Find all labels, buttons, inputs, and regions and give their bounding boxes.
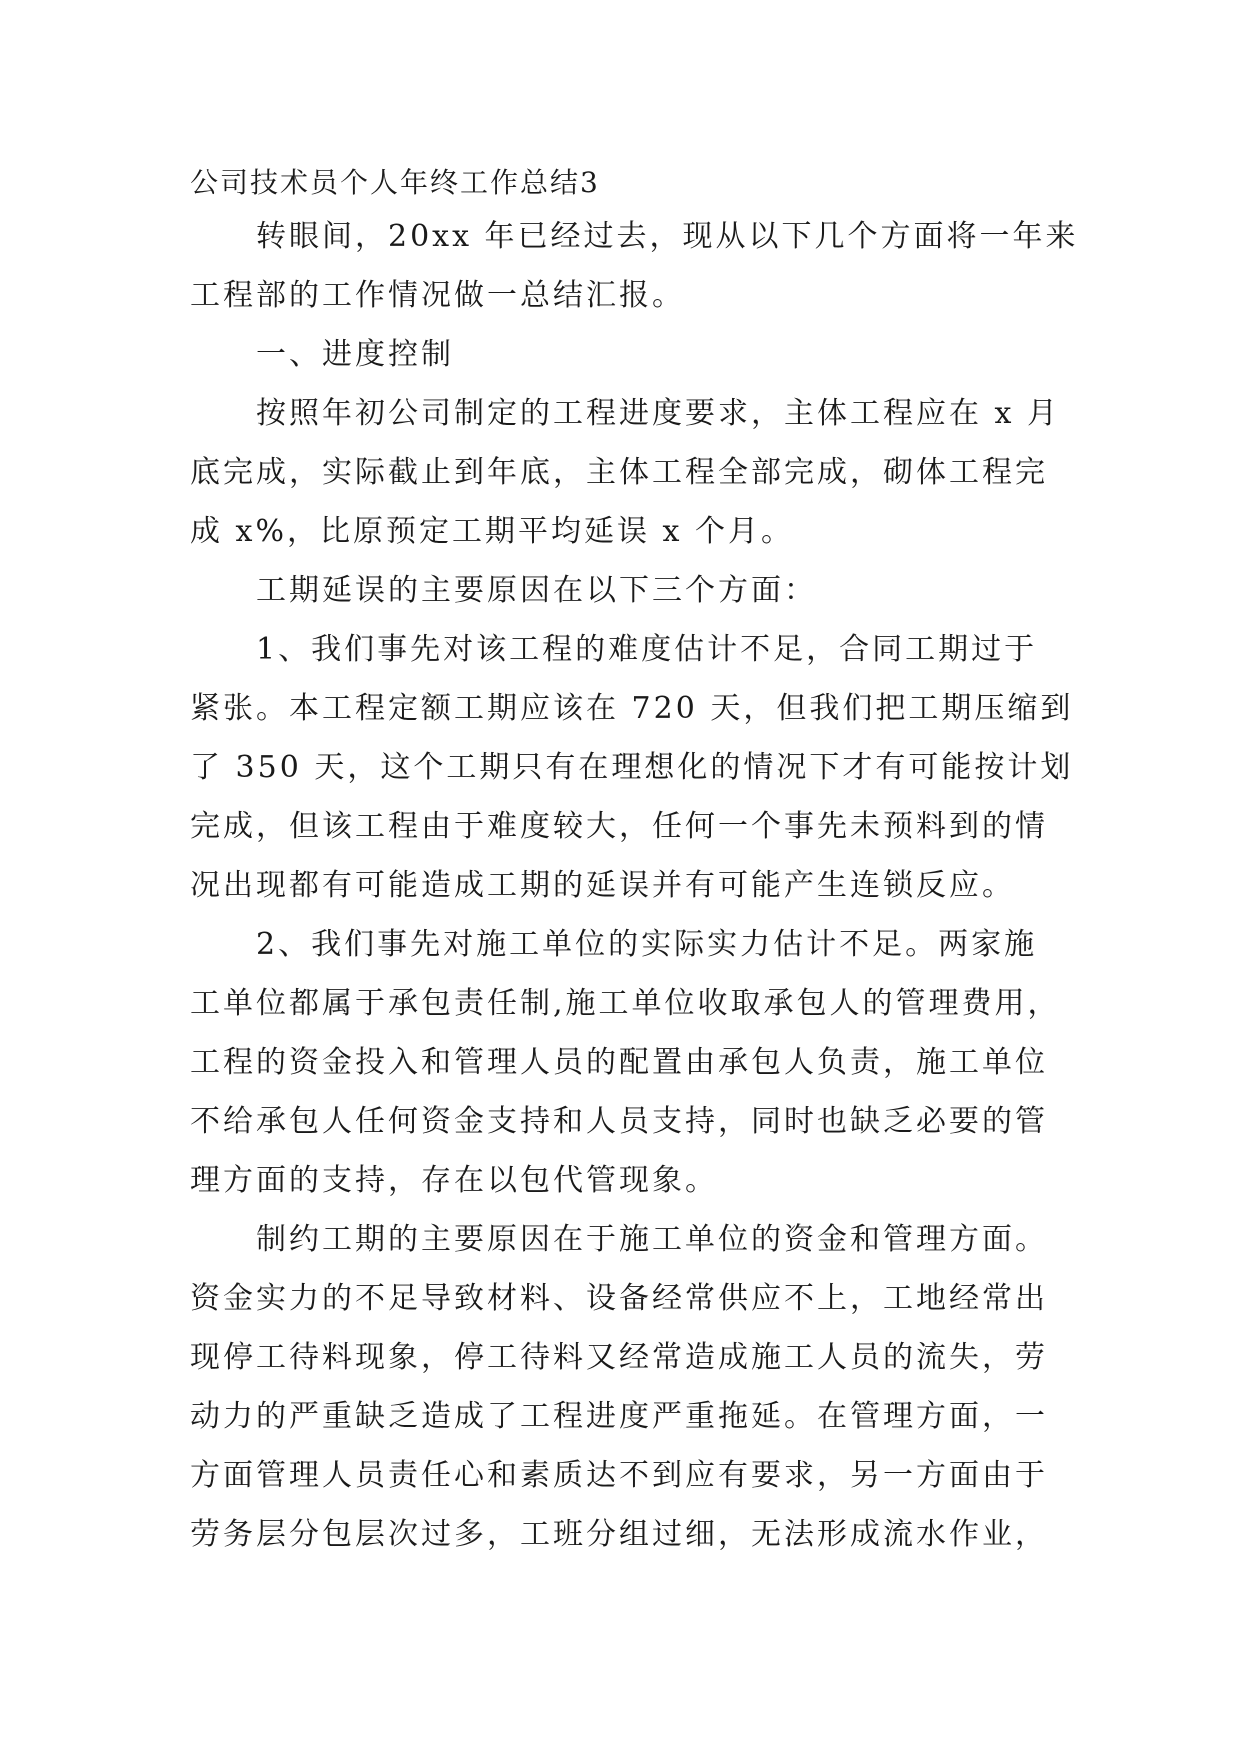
text-line: 紧张。本工程定额工期应该在 720 天，但我们把工期压缩到 bbox=[190, 691, 1074, 726]
text-line: 工程的资金投入和管理人员的配置由承包人负责，施工单位 bbox=[190, 1045, 1048, 1080]
text-line: 工期延误的主要原因在以下三个方面： bbox=[256, 573, 817, 608]
text-line: 完成，但该工程由于难度较大，任何一个事先未预料到的情 bbox=[190, 809, 1048, 844]
text-line: 理方面的支持，存在以包代管现象。 bbox=[190, 1163, 718, 1198]
paragraph-intro bbox=[190, 207, 1080, 325]
text-line: 制约工期的主要原因在于施工单位的资金和管理方面。 bbox=[256, 1222, 1048, 1257]
text-line: 成 x%，比原预定工期平均延误 x 个月。 bbox=[190, 514, 794, 549]
paragraph-reason-2 bbox=[190, 915, 1080, 1210]
paragraph-progress bbox=[190, 384, 1080, 561]
section-heading-progress-control bbox=[190, 325, 1080, 384]
text-line: 工单位都属于承包责任制,施工单位收取承包人的管理费用， bbox=[190, 986, 1061, 1021]
text-line: 了 350 天，这个工期只有在理想化的情况下才有可能按计划 bbox=[190, 750, 1074, 785]
paragraph-constraints bbox=[190, 1210, 1080, 1564]
text-line: 现停工待料现象，停工待料又经常造成施工人员的流失，劳 bbox=[190, 1340, 1048, 1375]
paragraph-reasons-intro bbox=[190, 561, 1080, 620]
text-line: 2、我们事先对施工单位的实际实力估计不足。两家施 bbox=[256, 927, 1038, 962]
text-line: 按照年初公司制定的工程进度要求，主体工程应在 x 月 bbox=[256, 396, 1060, 431]
text-line: 劳务层分包层次过多，工班分组过细，无法形成流水作业， bbox=[190, 1517, 1048, 1552]
text-line: 底完成，实际截止到年底，主体工程全部完成，砌体工程完 bbox=[190, 455, 1048, 490]
text-line: 方面管理人员责任心和素质达不到应有要求，另一方面由于 bbox=[190, 1458, 1048, 1493]
document-title: 公司技术员个人年终工作总结3 bbox=[190, 166, 600, 199]
text-line: 不给承包人任何资金支持和人员支持，同时也缺乏必要的管 bbox=[190, 1104, 1048, 1139]
text-line: 1、我们事先对该工程的难度估计不足，合同工期过于 bbox=[256, 632, 1038, 667]
text-line: 转眼间，20xx 年已经过去，现从以下几个方面将一年来 bbox=[256, 219, 1079, 254]
text-line: 况出现都有可能造成工期的延误并有可能产生连锁反应。 bbox=[190, 868, 1015, 903]
document-page bbox=[190, 163, 1080, 1564]
text-line: 动力的严重缺乏造成了工程进度严重拖延。在管理方面，一 bbox=[190, 1399, 1048, 1434]
paragraph-reason-1 bbox=[190, 620, 1080, 915]
text-line: 资金实力的不足导致材料、设备经常供应不上，工地经常出 bbox=[190, 1281, 1048, 1316]
text-line: 一、进度控制 bbox=[256, 337, 454, 372]
text-line: 工程部的工作情况做一总结汇报。 bbox=[190, 278, 685, 313]
